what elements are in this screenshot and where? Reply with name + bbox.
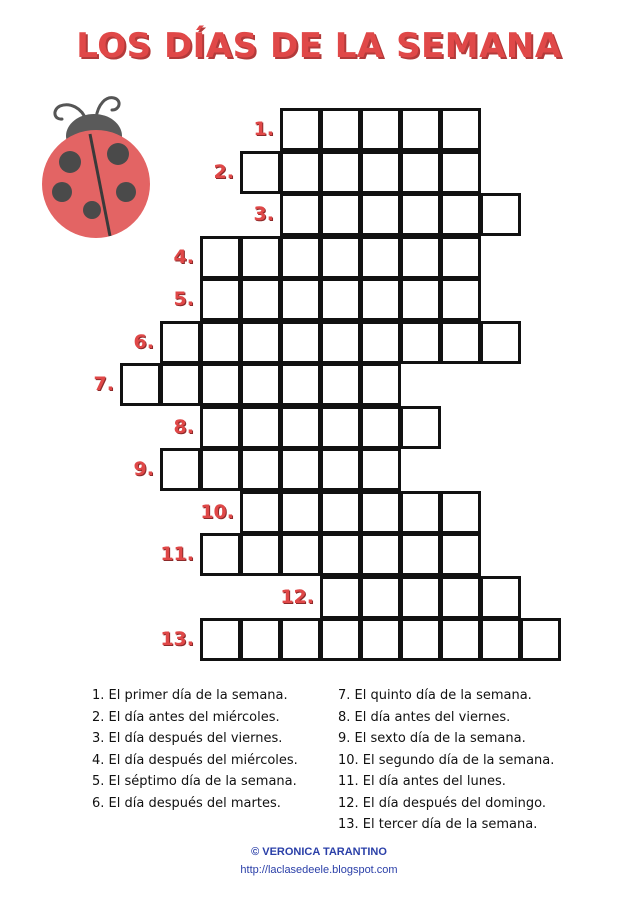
clue-text: 5. El séptimo día de la semana. [92,774,297,789]
crossword-cell[interactable] [400,618,441,661]
crossword-cell[interactable] [400,491,441,534]
clue-number-label: 12. [280,585,314,608]
crossword-cell[interactable] [440,193,481,236]
crossword-cell[interactable] [360,406,401,449]
crossword-cell[interactable] [240,321,281,364]
crossword-cell[interactable] [160,448,201,491]
clue-text: 6. El día después del martes. [92,795,281,811]
crossword-cell[interactable] [360,491,401,534]
crossword-cell[interactable] [160,321,201,364]
crossword-cell[interactable] [360,363,401,406]
crossword-cell[interactable] [360,278,401,321]
crossword-cell[interactable] [280,278,321,321]
crossword-cell[interactable] [480,618,521,661]
clue-number-label: 11. [160,543,194,565]
crossword-cell[interactable] [360,236,401,279]
crossword-cell[interactable] [240,618,281,661]
crossword-cell[interactable] [240,448,281,491]
crossword-cell[interactable] [280,193,321,236]
crossword-cell[interactable] [320,491,361,534]
crossword-cell[interactable] [360,108,401,151]
crossword-cell[interactable] [200,448,241,491]
crossword-cell[interactable] [480,193,521,236]
crossword-cell[interactable] [280,236,321,279]
crossword-cell[interactable] [400,576,441,619]
crossword-cell[interactable] [240,406,281,449]
crossword-cell[interactable] [360,533,401,576]
clue-text: 11. El día antes del lunes. [338,774,506,789]
crossword-cell[interactable] [320,236,361,279]
crossword-cell[interactable] [440,278,481,321]
crossword-cell[interactable] [240,491,281,534]
crossword-cell[interactable] [280,151,321,194]
clue-number-label: 5. [173,288,194,310]
ladybug-icon [34,88,164,238]
crossword-cell[interactable] [400,278,441,321]
crossword-cell[interactable] [440,151,481,194]
crossword-cell[interactable] [320,363,361,406]
crossword-cell[interactable] [200,406,241,449]
crossword-cell[interactable] [280,108,321,151]
clue-number-label: 7. [93,373,114,395]
clue-number-label: 9. [133,458,154,480]
crossword-cell[interactable] [280,363,321,406]
crossword-cell[interactable] [200,321,241,364]
crossword-cell[interactable] [360,321,401,364]
crossword-cell[interactable] [320,448,361,491]
crossword-cell[interactable] [440,108,481,151]
clue-text: 10. El segundo día de la semana. [338,752,555,768]
crossword-cell[interactable] [280,491,321,534]
crossword-cell[interactable] [520,618,561,661]
clue-text: 2. El día antes del miércoles. [92,709,280,725]
crossword-cell[interactable] [400,193,441,236]
page-title: LOS DÍAS DE LA SEMANA [76,26,562,66]
crossword-cell[interactable] [320,193,361,236]
crossword-cell[interactable] [240,278,281,321]
crossword-cell[interactable] [480,321,521,364]
clue-number-label: 6. [133,330,154,353]
author-credit: © VERONICA TARANTINO [251,846,387,858]
clue-text: 3. El día después del viernes. [92,731,283,746]
crossword-cell[interactable] [320,576,361,619]
crossword-cell[interactable] [240,363,281,406]
crossword-cell[interactable] [320,321,361,364]
crossword-cell[interactable] [360,193,401,236]
clue-text: 4. El día después del miércoles. [92,752,298,768]
crossword-cell[interactable] [440,533,481,576]
crossword-cell[interactable] [400,108,441,151]
clue-number-label: 8. [173,415,194,438]
crossword-cell[interactable] [160,363,201,406]
crossword-cell[interactable] [400,151,441,194]
crossword-cell[interactable] [320,278,361,321]
crossword-cell[interactable] [400,533,441,576]
clue-text: 7. El quinto día de la semana. [338,688,532,703]
clue-number-label: 1. [253,118,274,140]
crossword-cell[interactable] [200,278,241,321]
crossword-cell[interactable] [320,406,361,449]
crossword-cell[interactable] [240,236,281,279]
crossword-cell[interactable] [400,236,441,279]
crossword-cell[interactable] [480,576,521,619]
clue-text: 9. El sexto día de la semana. [338,731,526,746]
crossword-cell[interactable] [440,491,481,534]
crossword-cell[interactable] [280,448,321,491]
clue-number-label: 10. [200,500,234,523]
crossword-cell[interactable] [400,406,441,449]
clue-text: 8. El día antes del viernes. [338,709,511,725]
crossword-cell[interactable] [200,533,241,576]
clue-text: 1. El primer día de la semana. [92,688,288,703]
crossword-cell[interactable] [240,151,281,194]
crossword-cell[interactable] [280,533,321,576]
clue-text: 12. El día después del domingo. [338,795,546,811]
clue-number-label: 2. [213,160,234,183]
crossword-cell[interactable] [320,151,361,194]
crossword-cell[interactable] [440,321,481,364]
crossword-cell[interactable] [320,533,361,576]
crossword-cell[interactable] [360,576,401,619]
crossword-cell[interactable] [360,618,401,661]
crossword-cell[interactable] [280,321,321,364]
crossword-cell[interactable] [320,618,361,661]
crossword-cell[interactable] [320,108,361,151]
blog-url: http://laclasedeele.blogspot.com [240,864,398,876]
crossword-cell[interactable] [200,363,241,406]
crossword-cell[interactable] [240,533,281,576]
crossword-cell[interactable] [400,321,441,364]
clue-text: 13. El tercer día de la semana. [338,817,538,832]
crossword-cell[interactable] [200,618,241,661]
crossword-cell[interactable] [440,236,481,279]
crossword-cell[interactable] [120,363,161,406]
clue-number-label: 13. [160,628,194,650]
crossword-cell[interactable] [440,576,481,619]
crossword-cell[interactable] [440,618,481,661]
clue-number-label: 3. [253,203,274,225]
crossword-cell[interactable] [360,448,401,491]
crossword-cell[interactable] [280,618,321,661]
crossword-cell[interactable] [280,406,321,449]
crossword-cell[interactable] [200,236,241,279]
crossword-cell[interactable] [360,151,401,194]
clue-number-label: 4. [173,245,194,268]
